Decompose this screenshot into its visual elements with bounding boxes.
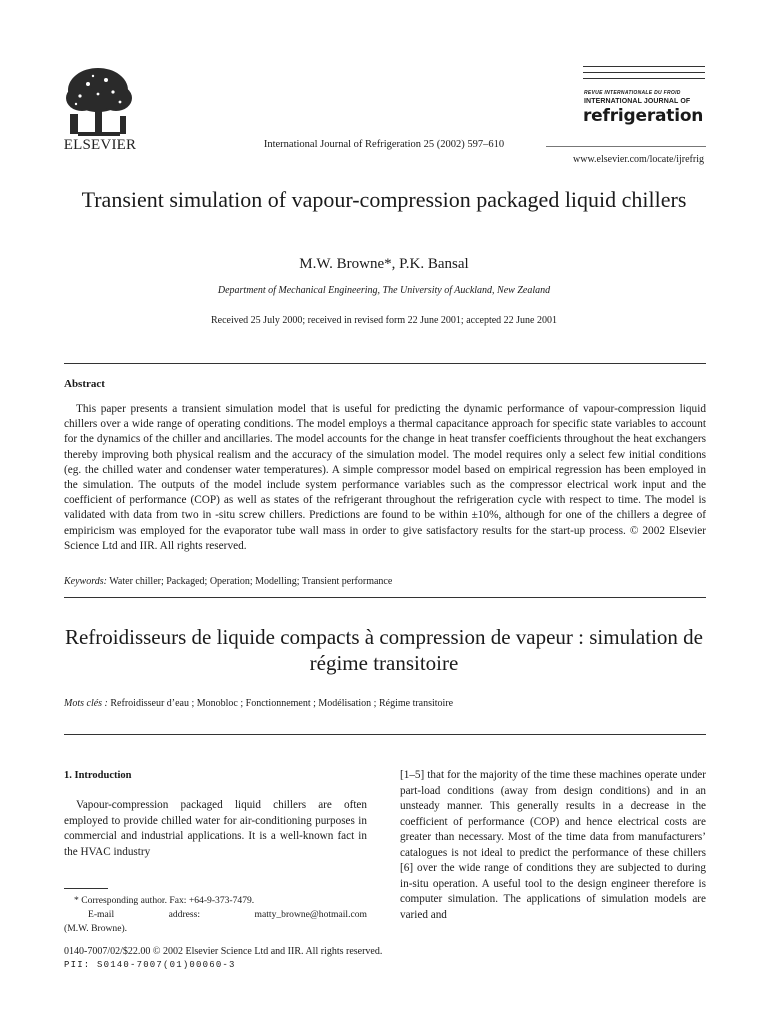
journal-tagline: REVUE INTERNATIONALE DU FROID bbox=[584, 90, 681, 96]
corresponding-author-footnote bbox=[64, 894, 367, 936]
french-title: Refroidisseurs de liquide compacts à compression de vapeur : simulation de régime transitoire bbox=[64, 625, 703, 675]
publisher-name: ELSEVIER bbox=[63, 137, 137, 153]
pii-identifier: PII: S0140-7007(01)00060-3 bbox=[64, 960, 236, 970]
journal-logo-rule bbox=[583, 66, 705, 67]
issn-copyright: 0140-7007/02/$22.00 © 2002 Elsevier Science Ltd and IIR. All rights reserved. bbox=[64, 946, 383, 957]
journal-logo-rule bbox=[583, 72, 705, 73]
email-label: E-mail bbox=[88, 909, 115, 920]
author-email[interactable]: matty_browne@hotmail.com bbox=[254, 909, 367, 920]
mots-cles-list: Refroidisseur d’eau ; Monobloc ; Fonctionnement ; Modélisation ; Régime transitoire bbox=[110, 698, 454, 709]
article-authors: M.W. Browne*, P.K. Bansal bbox=[299, 256, 469, 272]
section-divider bbox=[64, 734, 706, 735]
corresponding-author-note: * Corresponding author. Fax: +64-9-373-7479. bbox=[74, 895, 255, 906]
introduction-heading: 1. Introduction bbox=[64, 770, 132, 781]
keywords-list: Water chiller; Packaged; Operation; Modelling; Transient performance bbox=[109, 576, 393, 587]
intro-right-column: [1–5] that for the majority of the time these machines operate under part-load conditions (away from design conditions) and in an unsteady manner. This generally results in a decrease in the coefficient of performance (COP) and hence electrical costs are greater than necessary. Most of the time data from manufacturers’ catalogues is not ideal to predict the performance of these chillers [6] over the wide range of conditions they are subjected to during in-situ operation. A useful tool to the design engineer therefore is computer simulation. The applications of simulation models are varied and bbox=[400, 769, 706, 921]
author-affiliation: Department of Mechanical Engineering, The University of Auckland, New Zealand bbox=[217, 285, 551, 296]
journal-citation: International Journal of Refrigeration 25 (2002) 597–610 bbox=[263, 139, 505, 150]
header-divider bbox=[546, 146, 706, 147]
journal-intl-label: INTERNATIONAL JOURNAL OF bbox=[584, 98, 691, 105]
keywords bbox=[64, 576, 706, 587]
abstract-heading: Abstract bbox=[64, 378, 105, 390]
received-dates: Received 25 July 2000; received in revised form 22 June 2001; accepted 22 June 2001 bbox=[210, 315, 557, 326]
article-title: Transient simulation of vapour-compression packaged liquid chillers bbox=[81, 187, 687, 212]
address-label: address: bbox=[168, 909, 201, 920]
journal-url[interactable]: www.elsevier.com/locate/ijrefrig bbox=[573, 154, 704, 165]
keywords-label: Keywords: bbox=[64, 576, 107, 587]
email-line bbox=[64, 908, 367, 922]
mots-cles-label: Mots clés : bbox=[64, 698, 108, 709]
intro-left-column: Vapour-compression packaged liquid chillers are often employed to provide chilled water for air-conditioning purposes in commercial and industrial applications. It is a well-known fact in the HVAC industry bbox=[64, 799, 367, 858]
journal-logo-rule bbox=[583, 78, 705, 79]
elsevier-tree-logo bbox=[58, 64, 140, 146]
footnote-rule bbox=[64, 888, 108, 889]
section-divider bbox=[64, 597, 706, 598]
journal-name: refrigeration bbox=[583, 106, 704, 126]
email-owner: (M.W. Browne). bbox=[64, 923, 128, 934]
mots-cles bbox=[64, 698, 706, 709]
section-divider bbox=[64, 363, 706, 364]
abstract-body: This paper presents a transient simulation model that is useful for predicting the dynamic performance of vapour-compression liquid chillers over a wide range of operating conditions. The model employs a thermal capacitance approach for specific state variables to account for the dynamics of the chiller and ancillaries. The model accounts for the change in heat transfer coefficients throughout the heat exchangers thereby improving both physical realism and the accuracy of the simulation model. The model requires only a select few initial conditions (eg. the chilled water and condenser water temperatures). A simple compressor model based on empirical regression has been employed in the simulation. The outputs of the model include system performance variables such as the compressor electrical work input and the coefficient of performance (COP) as well as states of the refrigerant throughout the refrigeration cycle with respect to time. The model is validated with data from two in -situ screw chillers. Predictions are found to be within ±10%, although for one of the chillers a degree of empiricism was employed for the evaporator tube wall mass in order to give satisfactory results for the start-up process. © 2002 Elsevier Science Ltd and IIR. All rights reserved. bbox=[64, 403, 706, 552]
